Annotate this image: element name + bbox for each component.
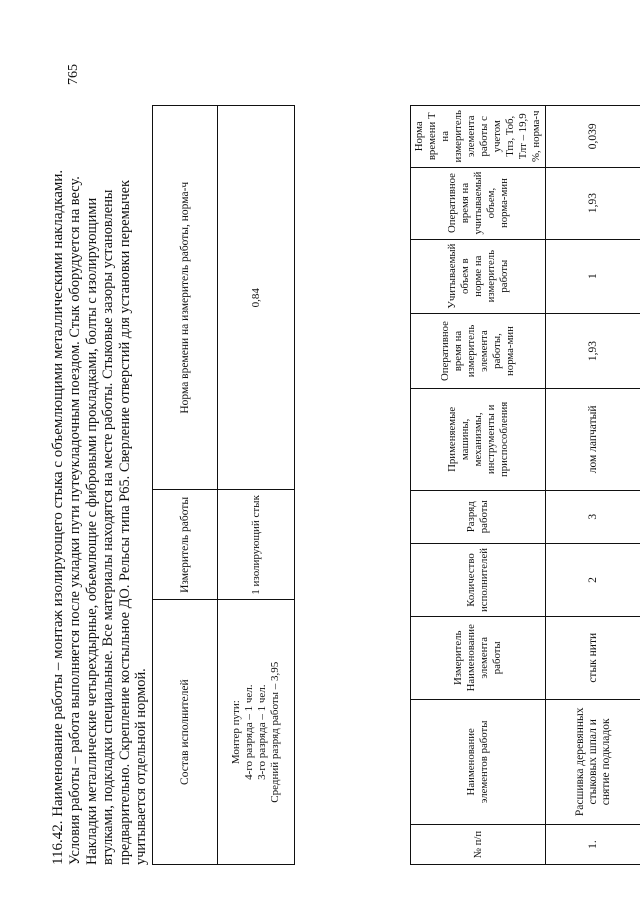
header-op-time: Оперативное время на измеритель элемента работы, норма-мин	[411, 313, 546, 388]
composition-line: Монтер пути:	[230, 700, 242, 765]
cell-norm: 0,84	[218, 106, 295, 490]
cell-element-meter: стык нити	[546, 617, 640, 700]
cell-volume: 1	[546, 239, 640, 313]
header-composition: Состав исполнителей	[153, 600, 218, 865]
conditions-line: втулками, подкладки специальные. Все материалы находятся на месте работы. Стыковые зазоры установлены	[100, 189, 116, 865]
conditions-line: Накладки металлические четырехдырные, объемлющие с фибровыми прокладками, болты с изолирующими	[83, 197, 100, 865]
header-volume: Учитываемый объем в норме на измеритель работы	[411, 239, 546, 313]
conditions-line: Условия работы – работа выполняется после укладки пути путеукладочным поездом. Стык оборудуется на весу.	[67, 176, 83, 865]
cell-name: Расшивка деревянных стыковых шпал и снятие подкладок	[546, 699, 640, 825]
header-name: Наименование элементов работы	[411, 699, 546, 825]
composition-line: 4-го разряда – 1 чел.	[243, 684, 255, 780]
header-meter: Измеритель работы	[153, 490, 218, 600]
page-number: 765	[66, 64, 81, 85]
table-header-row	[153, 106, 218, 865]
header-element-meter: Измеритель Наименование элемента работы	[411, 617, 546, 700]
conditions-line: предварительно. Скрепление костыльное ДО. Рельсы типа Р65. Сверление отверстий для установки перемычек	[116, 180, 133, 865]
cell-op-time-volume: 1,93	[546, 167, 640, 239]
header-grade: Разряд работы	[411, 490, 546, 543]
rotated-content	[50, 45, 612, 865]
cell-grade: 3	[546, 490, 640, 543]
header-num: № п/п	[411, 825, 546, 865]
cell-workers: 2	[546, 543, 640, 616]
conditions-line: учитывается отдельной нормой.	[133, 668, 149, 865]
header-norm-time: Норма времени T на измеритель элемента работы с учетом Тпз, Тоб, Тлт – 19,9 %, норма-ч	[411, 106, 546, 168]
work-conditions	[67, 105, 150, 865]
header-workers: Количество исполнителей	[411, 543, 546, 616]
elements-table	[410, 105, 640, 865]
cell-op-time: 1,93	[546, 313, 640, 388]
composition-line: Средний разряд работы – 3,95	[269, 661, 281, 803]
header-op-time-volume: Оперативное время на учитываемый объем, норма-мин	[411, 167, 546, 239]
header-norm: Норма времени на измеритель работы, норма-ч	[153, 106, 218, 490]
table-header-row	[411, 106, 546, 865]
cell-norm-time: 0,039	[546, 106, 640, 168]
crew-norm-table	[152, 105, 295, 865]
table-row	[546, 106, 640, 865]
cell-composition	[218, 600, 295, 865]
header-machines: Применяемые машины, механизмы, инструменты и приспособления	[411, 389, 546, 490]
work-title: 116.42. Наименование работы – монтаж изолирующего стыка с объемлющими металлическими накладками.	[50, 169, 66, 865]
cell-machines: лом лапчатый	[546, 389, 640, 490]
cell-num: 1.	[546, 825, 640, 865]
composition-line: 3-го разряда – 1 чел.	[256, 684, 268, 780]
cell-meter: 1 изолирующий стык	[218, 490, 295, 600]
table-row	[218, 106, 295, 865]
